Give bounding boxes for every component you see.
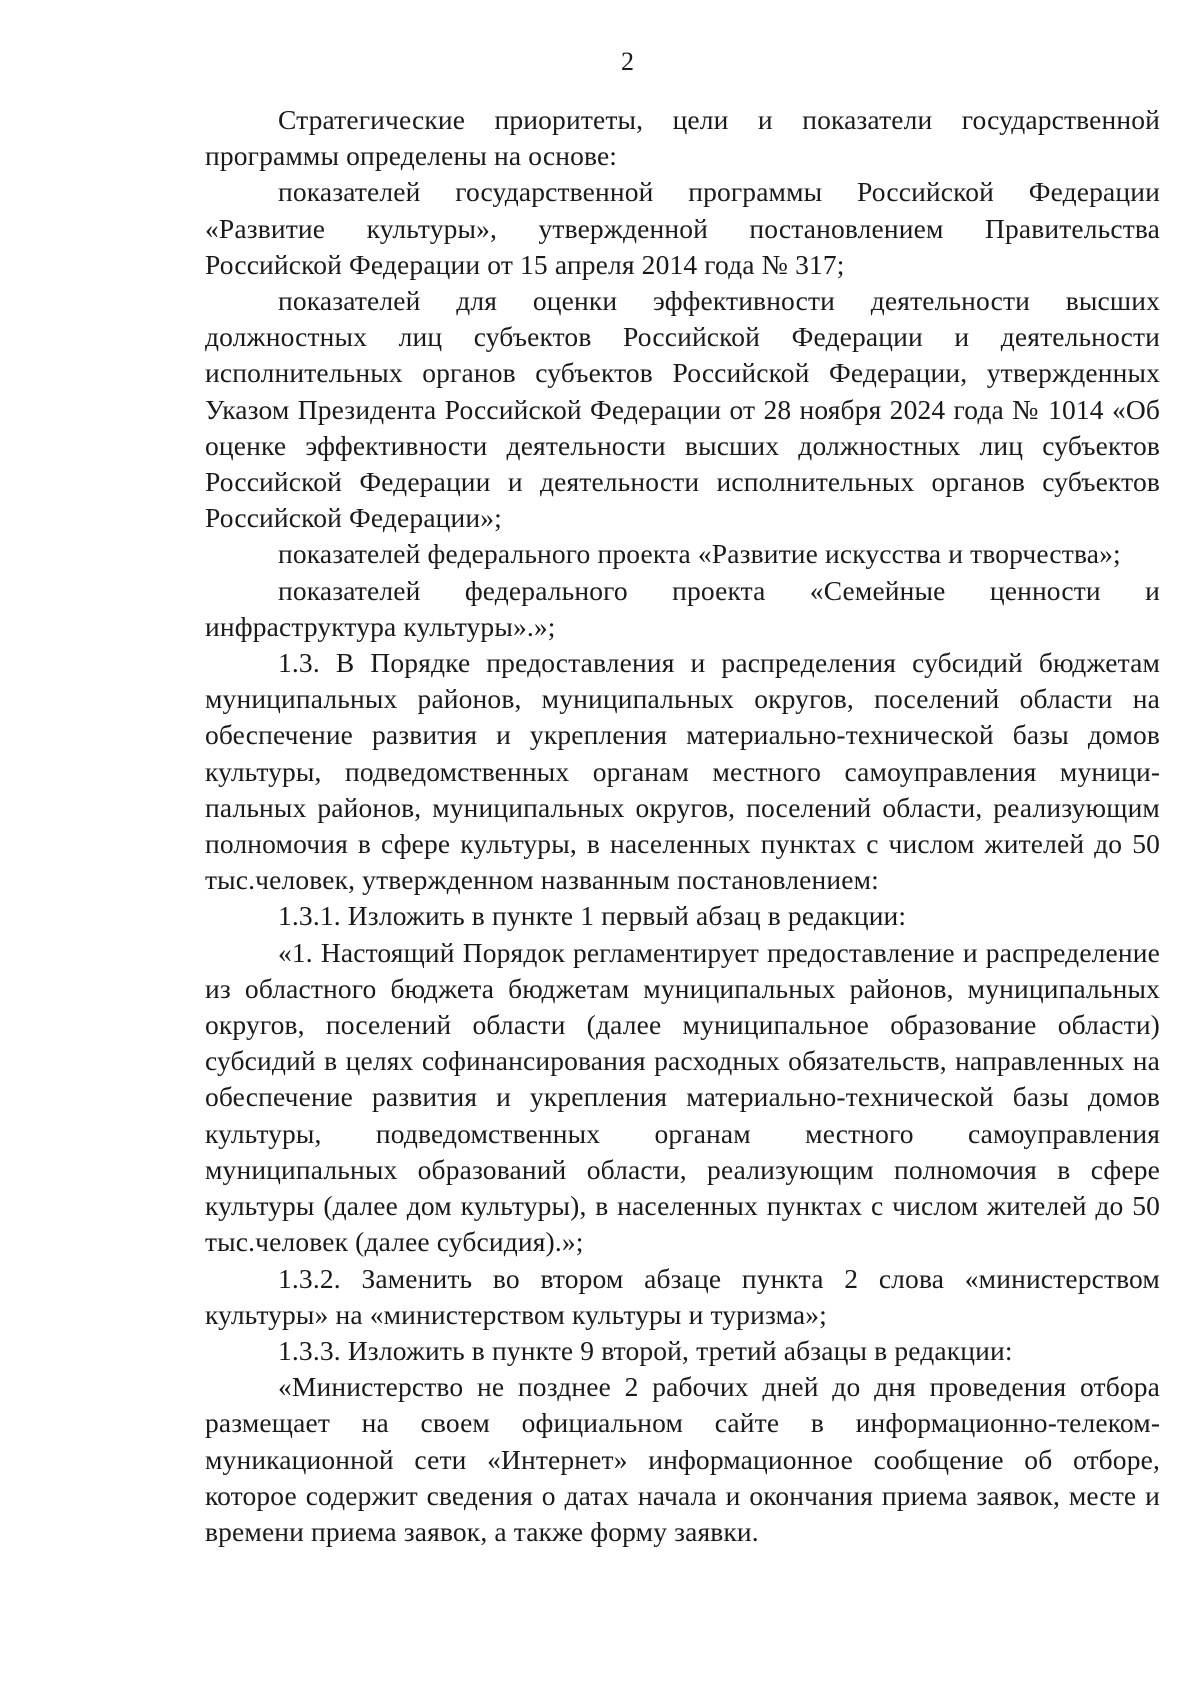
paragraph-1-3: 1.3. В Порядке предоставления и распределения субсидий бюджетам муниципальных районов, муниципальных округов, поселений области на обеспечение развития и укрепления материально-технической базы домов культуры, подведомственных органам местного самоуправления муниципальных районов, муниципальных округов, поселений области, реализующим полномочия в сфере культуры, в населенных пунктах с числом жителей до 50 тыс.человек, утвержденном названным постановлением: <box>205 647 1160 896</box>
paragraph-1-3-1: 1.3.1. Изложить в пункте 1 первый абзац в редакции: <box>278 900 907 932</box>
document-body <box>205 102 1160 1550</box>
paragraph-1-3-2: 1.3.2. Заменить во втором абзаце пункта 2 слова «министерством культуры» на «министерством культуры и туризма»; <box>205 1262 1160 1330</box>
paragraph-arts-project-indicators: показателей федерального проекта «Развитие искусства и творчества»; <box>278 538 1121 570</box>
paragraph-quoted-point-1: «1. Настоящий Порядок регламентирует предоставление и распределение из областного бюджета бюджетам муниципальных районов, муниципальных округов, поселений области (далее муниципальное образование области) субсидий в целях софинансирования расходных обязательств, направленных на обеспечение развития и укрепления материально-технической базы домов культуры, подведомственных органам местного самоуправления муниципальных образований области, реализующим полномочия в сфере культуры (далее дом культуры), в населенных пунктах с числом жителей до 50 тыс.человек (далее субсидия).»; <box>205 936 1160 1258</box>
paragraph-ministry-notice: «Министерство не позднее 2 рабочих дней до дня проведения отбора размещает на своем официальном сайте в информационно-телекоммуникационной сети «Интернет» информационное сообщение об отборе, которое содержит сведения о датах начала и окончания приема заявок, месте и времени приема заявок, а также форму заявки. <box>205 1371 1160 1547</box>
paragraph-1-3-3: 1.3.3. Изложить в пункте 9 второй, третий абзацы в редакции: <box>278 1334 1013 1366</box>
paragraph-efficiency-indicators: показателей для оценки эффективности деятельности высших должностных лиц субъектов Российской Федерации и деятельности исполнительных органов субъектов Российской Федерации, утвержденных Указом Президента Российской Федерации от 28 ноября 2024 года № 1014 «Об оценке эффективности деятельности высших должностных лиц субъектов Российской Федерации и деятельности исполнительных органов субъектов Российской Федерации»; <box>205 285 1160 534</box>
page-number: 2 <box>621 47 634 76</box>
paragraph-state-program-indicators: показателей государственной программы Российской Федерации «Развитие культуры», утвержденной постановлением Правительства Российской Федерации от 15 апреля 2014 года № 317; <box>205 176 1160 280</box>
paragraph-strategic-priorities: Стратегические приоритеты, цели и показатели государственной программы определены на основе: <box>205 104 1160 172</box>
paragraph-family-values-indicators: показателей федерального проекта «Семейные ценности и инфраструктура культуры».»; <box>205 574 1160 642</box>
